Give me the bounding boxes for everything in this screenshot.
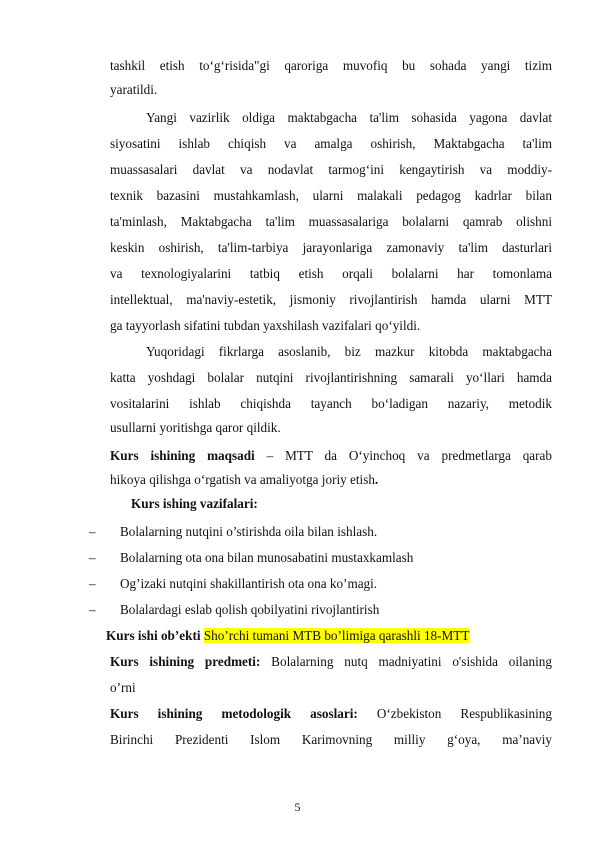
purpose-period: .	[374, 472, 379, 487]
text-line: texnik bazasini mustahkamlash, ularni malakali pedagog kadrlar bilan	[110, 188, 552, 203]
purpose-text: – MTT da O‘yinchoq va predmetlarga qarab	[254, 448, 552, 463]
purpose-label: Kurs ishining maqsadi	[110, 448, 255, 463]
list-dash: –	[89, 550, 96, 565]
subject-line	[110, 654, 552, 670]
text-line: keskin oshirish, ta'lim-tarbiya jarayonlariga zamonaviy ta'lim dasturlari	[110, 240, 552, 255]
text-line: usullarni yoritishga qaror qildik.	[110, 420, 281, 435]
methodology-text: O‘zbekiston Respublikasining	[357, 706, 552, 721]
text-line: katta yoshdagi bolalar nutqini rivojlantirishning samarali yo‘llari hamda	[110, 370, 552, 385]
text-line: yaratildi.	[110, 82, 158, 97]
list-dash: –	[89, 576, 96, 591]
text-line: muassasalari davlat va nodavlat tarmog‘ini kengaytirish va moddiy-	[110, 162, 552, 177]
methodology-line	[110, 706, 552, 722]
subject-line-2: o’rni	[110, 680, 136, 695]
list-dash: –	[89, 602, 96, 617]
text-line: vositalarini ishlab chiqishda tayanch bo‘ladigan nazariy, metodik	[110, 396, 552, 411]
purpose-line	[110, 448, 552, 464]
object-label: Kurs ishi ob’ekti	[106, 628, 204, 643]
list-item: Bolalarning nutqini o’stirishda oila bilan ishlash.	[120, 524, 378, 539]
text-line: siyosatini ishlab chiqish va amalga oshirish, Maktabgacha ta'lim	[110, 136, 552, 151]
list-dash: –	[89, 524, 96, 539]
text-line: Yuqoridagi fikrlarga asoslanib, biz mazkur kitobda maktabgacha	[146, 344, 552, 359]
purpose-text-2: hikoya qilishga o‘rgatish va amaliyotga joriy etish	[110, 472, 375, 487]
tasks-heading: Kurs ishing vazifalari:	[131, 496, 258, 511]
text-line: ga tayyorlash sifatini tubdan yaxshilash vazifalari qo‘yildi.	[110, 318, 421, 333]
list-item: Bolalarning ota ona bilan munosabatini mustaxkamlash	[120, 550, 414, 565]
object-value: Sho’rchi tumani MTB bo’limiga qarashli 18-MTT	[203, 628, 470, 643]
text-line: va texnologiyalarini tatbiq etish orqali bolalarni har tomonlama	[110, 266, 552, 281]
object-line	[106, 628, 548, 644]
purpose-line-2	[110, 472, 552, 488]
list-item: Bolalardagi eslab qolish qobilyatini rivojlantirish	[120, 602, 380, 617]
methodology-label: Kurs ishining metodologik asoslari:	[110, 706, 358, 721]
text-line: tashkil etish to‘g‘risida"gi qaroriga muvofiq bu sohada yangi tizim	[110, 58, 552, 73]
subject-text: Bolalarning nutq madniyatini o'sishida oilaning	[260, 654, 552, 669]
text-line: intellektual, ma'naviy-estetik, jismoniy rivojlantirish hamda ularni MTT	[110, 292, 552, 307]
text-line: ta'minlash, Maktabgacha ta'lim muassasalariga bolalarni qamrab olishni	[110, 214, 552, 229]
subject-label: Kurs ishining predmeti:	[110, 654, 261, 669]
methodology-line-2: Birinchi Prezidenti Islom Karimovning milliy g‘oya, ma’naviy	[110, 732, 552, 747]
text-line: Yangi vazirlik oldiga maktabgacha ta'lim sohasida yagona davlat	[146, 110, 552, 125]
page-number: 5	[294, 800, 301, 814]
list-item: Og’izaki nutqini shakillantirish ota ona ko’magi.	[120, 576, 378, 591]
